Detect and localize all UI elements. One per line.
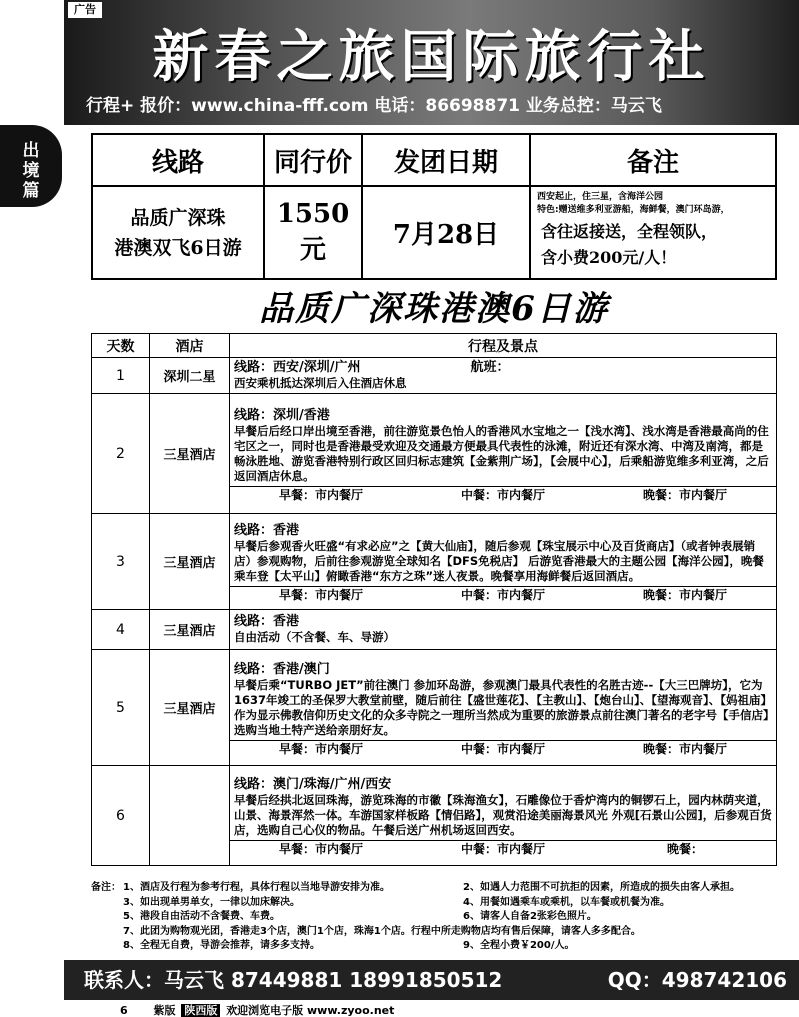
breakfast: 早餐：市内餐厅 [278, 741, 363, 756]
lunch: 中餐：市内餐厅 [460, 741, 545, 756]
notes-cell [530, 186, 776, 279]
hotel-name [150, 766, 230, 866]
day-number: 3 [92, 514, 150, 610]
price-cell: 1550元 [264, 186, 362, 279]
table-row [92, 766, 777, 866]
note-item: 4、用餐如遇乘车或乘机，以车餐或机餐为准。 [463, 896, 670, 908]
route-title-text: 线路：西安/深圳/广州 [234, 360, 361, 375]
day-number: 5 [92, 650, 150, 766]
breakfast: 早餐：市内餐厅 [278, 588, 363, 602]
day-desc: 早餐后参观香火旺盛“有求必应”之【黄大仙庙】，随后参观【珠宝展示中心及百货商店】（或者钟表展销店）参观购物，后前往参观游览全球知名【DFS免税店】 后游览香港最大的主题公园【海洋公园】，晚餐乘车登【太平山】俯瞰香港“东方之珠”迷人夜景。晚餐享用海鲜餐后返回酒店。 [234, 539, 764, 583]
itinerary-title: 品质广深珠港澳6日游 [259, 289, 609, 329]
route-title: 线路：香港 [234, 614, 300, 629]
date-cell: 7月28日 [362, 186, 530, 279]
note-item: 8、全程无自费，导游会推荐，请多多支持。 [123, 940, 320, 951]
header-itinerary: 行程及景点 [230, 334, 777, 358]
meals-row [230, 486, 776, 502]
day-content [230, 650, 777, 766]
page-footer [120, 1002, 394, 1017]
section-tab-char: 篇 [22, 181, 40, 201]
header-hotel: 酒店 [150, 334, 230, 358]
flight-label: 航班： [470, 360, 510, 375]
company-name: 新春之旅国际旅行社 [152, 24, 711, 90]
note-small-1: 西安起止，住三星，含海洋公园 [537, 192, 664, 202]
note-item: 3、如出现单男单女，一律以加床解决。 [123, 896, 300, 908]
hotel-name: 三星酒店 [150, 394, 230, 514]
day-content [230, 766, 777, 866]
note-item: 7、此团为购物观光团，香港走3个店，澳门1个店，珠海1个店。行程中所走购物店均有售后保障，请客人多多配合。 [123, 925, 641, 937]
dinner: 晚餐：市内餐厅 [642, 741, 727, 756]
header-price: 同行价 [264, 134, 362, 186]
header-contact-line: 行程+ 报价：www.china-fff.com 电话：86698871 业务总控：马云飞 [86, 96, 662, 116]
notes-label: 备注： [91, 882, 121, 893]
table-row [92, 514, 777, 610]
section-tab-char: 出 [22, 141, 40, 161]
edition-box: 陕西版 [181, 1004, 220, 1017]
day-number: 6 [92, 766, 150, 866]
note-small-2: 特色:赠送维多利亚游船，海鲜餐，澳门环岛游， [537, 205, 730, 215]
lunch: 中餐：市内餐厅 [460, 842, 545, 856]
day-content [230, 358, 777, 394]
welcome-text[interactable]: 欢迎浏览电子版 www.zyoo.net [226, 1004, 395, 1017]
note-item: 5、港段自由活动不含餐费、车费。 [123, 911, 280, 922]
breakfast: 早餐：市内餐厅 [278, 487, 363, 502]
footer-qq: QQ：498742106 [607, 968, 787, 992]
footer-contact-bar [64, 960, 799, 1000]
lunch: 中餐：市内餐厅 [460, 487, 545, 502]
itinerary-table [91, 333, 777, 866]
dinner: 晚餐： [666, 842, 703, 856]
page-number: 6 [120, 1004, 128, 1017]
meals-row [230, 586, 776, 602]
route-title [234, 360, 772, 375]
ad-label: 广告 [68, 2, 102, 18]
route-title: 线路：澳门/珠海/广州/西安 [234, 777, 392, 792]
section-tab-char: 境 [22, 161, 40, 181]
table-row [92, 650, 777, 766]
day-desc: 早餐后后经口岸出境至香港，前往游览景色怡人的香港风水宝地之一【浅水湾】、浅水湾是香港最高尚的住宅区之一，同时也是香港最受欢迎及交通最方便最具代表性的泳滩，附近还有深水湾、中湾及南湾，都是畅泳胜地、游览香港特别行政区回归标志建筑【金紫荆广场】，【会展中心】，后乘船游览维多利亚湾，之后返回酒店休息。 [234, 423, 769, 483]
day-number: 4 [92, 610, 150, 650]
day-content [230, 514, 777, 610]
header-date: 发团日期 [362, 134, 530, 186]
table-row [92, 394, 777, 514]
hotel-name: 深圳二星 [150, 358, 230, 394]
route-line2: 港澳双飞6日游 [114, 236, 242, 259]
header-route: 线路 [92, 134, 264, 186]
section-tab-outbound [0, 125, 62, 207]
note-item: 1、酒店及行程为参考行程，具体行程以当地导游安排为准。 [123, 882, 390, 893]
note-big-2: 含小费200元/人！ [541, 248, 677, 267]
route-title: 线路：香港/澳门 [234, 661, 330, 677]
day-desc: 早餐后乘“TURBO JET”前往澳门 参加环岛游，参观澳门最具代表性的名胜古迹--【大三巴牌坊】，它为1637年竣工的圣保罗大教堂前壁，随后前往【盛世莲花】、【主教山】、【炮台山】、【望海观音】、【妈祖庙】作为显示佛教信仰历史文化的众多寺院之一理所当然成为重要的旅游景点前往澳门著名的老字号【手信店】选购当地土特产送给亲朋好友。 [234, 677, 773, 737]
dinner: 晚餐：市内餐厅 [642, 487, 727, 502]
day-desc: 西安乘机抵达深圳后入住酒店休息 [234, 376, 407, 390]
note-item: 9、全程小费￥200/人。 [463, 940, 575, 951]
day-desc: 自由活动（不含餐、车、导游） [234, 630, 395, 644]
day-desc: 早餐后经拱北返回珠海，游览珠海的市徽【珠海渔女】，石雕像位于香炉湾内的铜锣石上，园内林荫夹道，山景、海景浑然一体。车游国家样板路【情侣路】，观赏沿途美丽海景风光 外观[石景山公园]，后参观百货店，选购自己心仪的物品。午餐后送广州机场返回西安。 [234, 793, 772, 837]
header-day: 天数 [92, 334, 150, 358]
day-number: 1 [92, 358, 150, 394]
header-notes: 备注 [530, 134, 776, 186]
table-row [92, 610, 777, 650]
route-cell [92, 186, 264, 279]
note-item: 6、请客人自备2张彩色照片。 [463, 911, 597, 922]
note-item: 2、如遇人力范围不可抗拒的因素，所造成的损失由客人承担。 [463, 882, 740, 893]
route-title: 线路：香港 [234, 523, 300, 538]
day-number: 2 [92, 394, 150, 514]
table-row [92, 358, 777, 394]
dinner: 晚餐：市内餐厅 [642, 588, 727, 602]
lunch: 中餐：市内餐厅 [460, 588, 545, 602]
route-title: 线路：深圳/香港 [234, 407, 330, 423]
breakfast: 早餐：市内餐厅 [278, 842, 363, 856]
hotel-name: 三星酒店 [150, 650, 230, 766]
footer-contact: 联系人：马云飞 87449881 18991850512 [84, 968, 503, 992]
day-content [230, 394, 777, 514]
edition-label: 紫版 [153, 1004, 176, 1017]
hotel-name: 三星酒店 [150, 610, 230, 650]
meals-row [230, 740, 776, 756]
route-line1: 品质广深珠 [130, 206, 226, 229]
meals-row [230, 840, 776, 856]
price-table [91, 133, 777, 280]
notes-section [91, 881, 791, 954]
hotel-name: 三星酒店 [150, 514, 230, 610]
day-content [230, 610, 777, 650]
note-big-1: 含往返接送，全程领队， [541, 222, 718, 241]
